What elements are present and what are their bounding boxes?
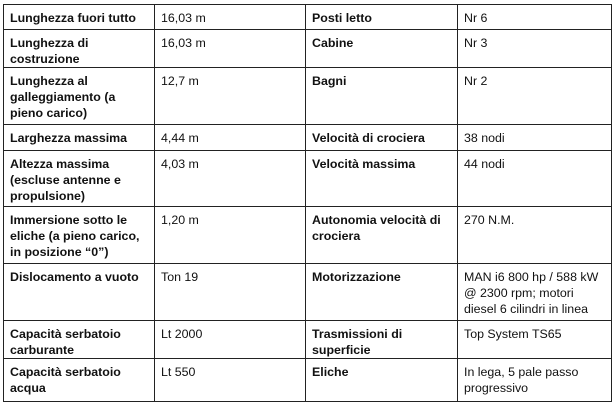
- table-row: [4, 68, 612, 125]
- spec-value: 16,03 m: [155, 5, 306, 30]
- spec-label: Posti letto: [306, 5, 458, 30]
- table-row: [4, 207, 612, 264]
- spec-label: Lunghezza al galleggiamento (a pieno carico): [4, 68, 155, 125]
- spec-label: Altezza massima (escluse antenne e propulsione): [4, 151, 155, 207]
- spec-value: MAN i6 800 hp / 588 kW @ 2300 rpm; motori diesel 6 cilindri in linea: [458, 264, 612, 321]
- spec-label: Motorizzazione: [306, 264, 458, 321]
- spec-value: 12,7 m: [155, 68, 306, 125]
- spec-value: Ton 19: [155, 264, 306, 321]
- table-row: [4, 359, 612, 402]
- spec-value: 38 nodi: [458, 125, 612, 151]
- spec-value: 270 N.M.: [458, 207, 612, 264]
- table-row: [4, 321, 612, 359]
- table-row: [4, 125, 612, 151]
- spec-value: Nr 2: [458, 68, 612, 125]
- spec-label: Immersione sotto le eliche (a pieno carico, in posizione “0”): [4, 207, 155, 264]
- spec-label: Velocità di crociera: [306, 125, 458, 151]
- spec-label: Larghezza massima: [4, 125, 155, 151]
- table-row: [4, 151, 612, 207]
- spec-label: Capacità serbatoio carburante: [4, 321, 155, 359]
- table-row: [4, 5, 612, 30]
- spec-label: Eliche: [306, 359, 458, 402]
- spec-value: Top System TS65: [458, 321, 612, 359]
- spec-value: 44 nodi: [458, 151, 612, 207]
- spec-label: Lunghezza fuori tutto: [4, 5, 155, 30]
- spec-value: In lega, 5 pale passo progressivo: [458, 359, 612, 402]
- spec-value: Lt 550: [155, 359, 306, 402]
- spec-value: 16,03 m: [155, 30, 306, 68]
- spec-label: Bagni: [306, 68, 458, 125]
- spec-value: 4,44 m: [155, 125, 306, 151]
- spec-value: Nr 3: [458, 30, 612, 68]
- spec-label: Capacità serbatoio acqua: [4, 359, 155, 402]
- spec-label: Trasmissioni di superficie: [306, 321, 458, 359]
- spec-value: 4,03 m: [155, 151, 306, 207]
- spec-label: Velocità massima: [306, 151, 458, 207]
- spec-value: 1,20 m: [155, 207, 306, 264]
- specifications-table: [3, 4, 612, 402]
- spec-label: Lunghezza di costruzione: [4, 30, 155, 68]
- spec-label: Cabine: [306, 30, 458, 68]
- spec-label: Autonomia velocità di crociera: [306, 207, 458, 264]
- table-row: [4, 30, 612, 68]
- spec-value: Lt 2000: [155, 321, 306, 359]
- spec-label: Dislocamento a vuoto: [4, 264, 155, 321]
- spec-value: Nr 6: [458, 5, 612, 30]
- table-row: [4, 264, 612, 321]
